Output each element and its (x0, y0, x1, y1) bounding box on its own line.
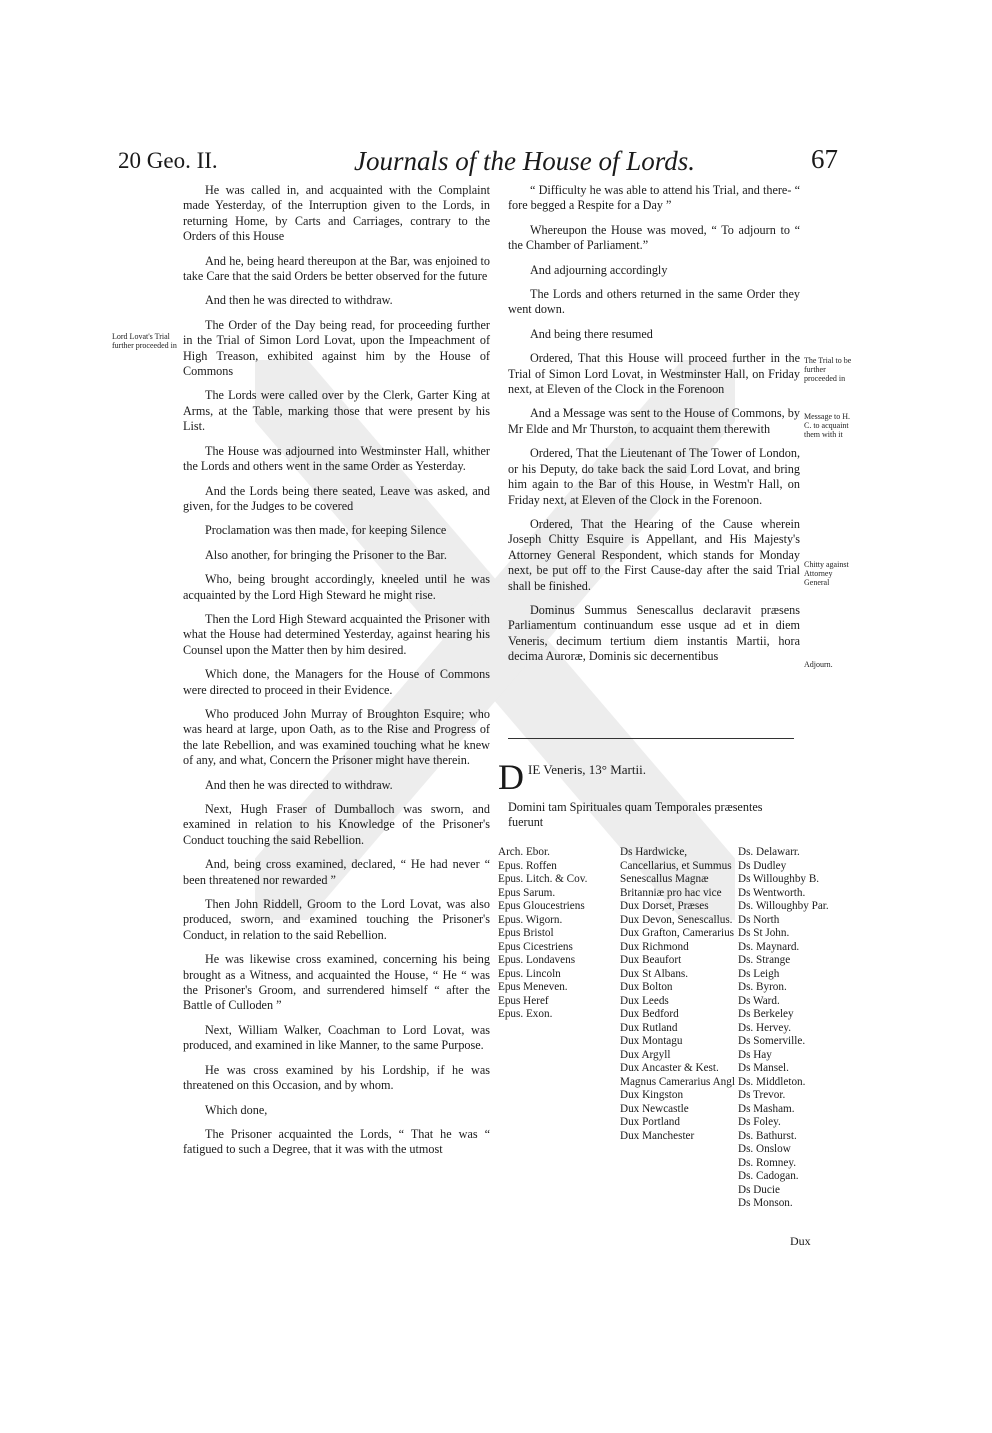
list-item: Dux Newcastle (620, 1102, 689, 1115)
bishops-list (498, 846, 587, 1022)
day-heading-text: IE Veneris, 13° Martii. (528, 762, 646, 777)
list-item: Dux Leeds (620, 994, 669, 1007)
barons-list (738, 846, 829, 1211)
paragraph: Next, William Walker, Coachman to Lord Lovat, was produced, and examined in like Manner, to the same Purpose. (183, 1022, 490, 1053)
regnal-year: 20 Geo. II. (118, 148, 218, 173)
paragraph: And, being cross examined, declared, “ He had never “ been threatened nor rewarded ” (183, 857, 490, 887)
list-item: Ds. Delawarr. (738, 846, 800, 858)
margin-note-trial: The Trial to be further proceeded in (804, 356, 852, 383)
paragraph: Whereupon the House was moved, “ To adjourn to “ the Chamber of Parliament.” (508, 222, 800, 253)
paragraph: Which done, the Managers for the House of Commons were directed to proceed in their Evidence. (183, 667, 490, 697)
paragraph: Dominus Summus Senescallus declaravit præsens Parliamentum continuandum esse usque ad et in diem Veneris, decimum tertium diem instantis Martii, hora decima Auroræ, Dominis sic decernentibus (508, 602, 800, 664)
list-item: Dux Grafton, Camerarius (620, 927, 735, 939)
drop-cap: D (498, 757, 524, 797)
list-item: Dux Bolton (620, 981, 673, 993)
paragraph: “ Difficulty he was able to attend his Trial, and there- “ fore begged a Respite for a Day ” (508, 183, 800, 213)
list-item: Epus Gloucestriens (498, 900, 585, 912)
list-item: Epus Bristol (498, 927, 554, 939)
list-item: Ds. Byron. (738, 981, 787, 993)
list-item: Dux Devon, Senescallus. (620, 913, 733, 926)
paragraph: He was likewise cross examined, concerning his being brought as a Witness, and acquainted the House, “ He “ was the Prisoner's Groom, and surrendered himself “ after the Battle of Culloden ” (183, 952, 490, 1013)
paragraph: Ordered, That the Hearing of the Cause wherein Joseph Chitty Esquire is Appellant, and His Majesty's Attorney General Respondent, which stands for Monday next, be put off to the First Cause-day after the said Trial shall be finished. (508, 516, 800, 593)
list-item: Epus. Litch. & Cov. (498, 873, 588, 885)
list-item: Ds. Maynard. (738, 940, 800, 953)
paragraph: Then the Lord High Steward acquainted the Prisoner with what the House had determined Yesterday, against hearing his Counsel upon the Matter then by him desired. (183, 611, 490, 657)
paragraph: He was called in, and acquainted with the Complaint made Yesterday, of the Interruption given to the Lords, in returning Home, by Carts and Carriages, contrary to the Orders of this House (183, 183, 490, 244)
list-item: Ds St John. (738, 927, 790, 939)
list-item: Epus Cicestriens (498, 940, 573, 953)
paragraph: He was cross examined by his Lordship, if he was threatened on this Occasion, and by whom. (183, 1062, 490, 1093)
paragraph: Next, Hugh Fraser of Dumballoch was sworn, and examined in relation to his Knowledge of the Prisoner's Conduct touching the said Rebellion. (183, 802, 490, 847)
list-item: Dux Portland (620, 1116, 680, 1128)
list-item: Ds. Cadogan. (738, 1170, 799, 1182)
list-item: Ds Wentworth. (738, 886, 806, 899)
list-item: Ds Trevor. (738, 1089, 786, 1101)
paragraph: And being there resumed (530, 326, 653, 341)
margin-note-chitty: Chitty against Attorney General (804, 560, 849, 587)
paragraph: Proclamation was then made, for keeping Silence (205, 523, 447, 538)
list-item: Epus. Wigorn. (498, 913, 563, 926)
margin-note-message: Message to H. C. to acquaint them with it (804, 412, 850, 439)
page-header (118, 142, 838, 182)
paragraph: Then John Riddell, Groom to the Lord Lovat, was also produced, sworn, and examined touching the Prisoner's Conduct, in relation to the said Rebellion. (183, 897, 490, 942)
list-item: Dux Manchester (620, 1129, 695, 1142)
list-item: Dux Kingston (620, 1089, 684, 1101)
list-item: Ds Hardwicke, Cancellarius, et Summus Senescallus Magnæ Britanniæ pro hac vice (620, 846, 732, 899)
margin-note-adjourn: Adjourn. (804, 660, 833, 669)
list-item: Ds. Romney. (738, 1156, 797, 1169)
list-item: Ds. Onslow (738, 1143, 791, 1155)
paragraph: Who, being brought accordingly, kneeled until he was acquainted by the Lord High Steward he might rise. (183, 572, 490, 602)
list-item: Dux St Albans. (620, 967, 689, 980)
paragraph: Which done, (205, 1102, 268, 1117)
present-line: Domini tam Spirituales quam Temporales præsentes fuerunt (508, 800, 763, 829)
dukes-list (620, 846, 740, 1143)
paragraph: Who produced John Murray of Broughton Esquire; who was heard at large, upon Oath, as to the Rise and Progress of the late Rebellion, and was examined touching what he knew of any, and what, Concern the Prisoner might have therein. (183, 706, 490, 768)
list-item: Arch. Ebor. (498, 846, 550, 858)
paragraph: And then he was directed to withdraw. (205, 293, 393, 308)
paragraph: Ordered, That this House will proceed further in the Trial of Simon Lord Lovat, in Westminster Hall, on Friday next, at Eleven of the Clock in the Forenoon (508, 351, 800, 397)
list-item: Ds Leigh (738, 967, 780, 980)
list-item: Epus. Londavens (498, 954, 576, 966)
list-item: Ds Berkeley (738, 1008, 794, 1020)
list-item: Dux Argyll (620, 1048, 671, 1061)
journal-title: Journals of the House of Lords. (354, 146, 696, 176)
right-column (508, 183, 800, 674)
margin-note-lovat: Lord Lovat's Trial further proceeded in (112, 332, 177, 350)
list-item: Ds Somerville. (738, 1035, 806, 1047)
list-item: Dux Beaufort (620, 954, 682, 966)
paragraph: And adjourning accordingly (530, 262, 668, 277)
list-item: Ds Foley. (738, 1116, 781, 1128)
list-item: Epus Meneven. (498, 981, 568, 993)
catchword: Dux (790, 1234, 811, 1248)
list-item: Ds Ward. (738, 994, 780, 1007)
paragraph: The House was adjourned into Westminster Hall, whither the Lords and others went in the same Order as Yesterday. (183, 443, 490, 474)
paragraph: The Prisoner acquainted the Lords, “ That he was “ fatigued to such a Degree, that it was with the utmost (183, 1126, 490, 1157)
list-item: Ds Masham. (738, 1102, 795, 1115)
list-item: Ds Monson. (738, 1197, 793, 1209)
left-column (183, 183, 490, 1167)
list-item: Ds North (738, 913, 780, 926)
list-item: Ds Hay (738, 1048, 772, 1061)
list-item: Epus Heref (498, 994, 549, 1007)
list-item: Ds. Strange (738, 954, 791, 966)
paragraph: Ordered, That the Lieutenant of The Tower of London, or his Deputy, do take back the said Lord Lovat, and bring him again to the Bar of this House, in Westm'r Hall, on Friday next, at Eleven of the Clock in the Forenoon. (508, 446, 800, 507)
list-item: Dux Bedford (620, 1008, 679, 1020)
list-item: Dux Montagu (620, 1035, 683, 1047)
list-item: Epus. Lincoln (498, 967, 561, 980)
paragraph: And the Lords being there seated, Leave was asked, and given, for the Judges to be covered (183, 483, 490, 513)
list-item: Ds Mansel. (738, 1062, 789, 1074)
list-item: Dux Ancaster & Kest. Magnus Camerarius Angl (620, 1062, 735, 1088)
paragraph: And he, being heard thereupon at the Bar, was enjoined to take Care that the said Orders be better observed for the future (183, 253, 490, 284)
page-number: 67 (811, 144, 838, 174)
paragraph: The Order of the Day being read, for proceeding further in the Trial of Simon Lord Lovat, upon the Impeachment of High Treason, exhibited against him by the House of Commons (183, 317, 490, 379)
paragraph: Also another, for bringing the Prisoner to the Bar. (205, 547, 447, 562)
list-item: Ds. Middleton. (738, 1075, 806, 1088)
list-item: Epus. Exon. (498, 1008, 553, 1020)
paragraph: And then he was directed to withdraw. (205, 777, 393, 792)
list-item: Dux Richmond (620, 940, 689, 953)
list-item: Ds. Bathurst. (738, 1129, 797, 1142)
list-item: Epus. Roffen (498, 859, 557, 872)
paragraph: And a Message was sent to the House of Commons, by Mr Elde and Mr Thurston, to acquaint them therewith (508, 406, 800, 436)
list-item: Ds Dudley (738, 859, 787, 872)
list-item: Ds. Hervey. (738, 1021, 792, 1034)
section-divider (508, 738, 794, 739)
paragraph: The Lords and others returned in the same Order they went down. (508, 287, 800, 317)
list-item: Ds Ducie (738, 1183, 780, 1196)
list-item: Ds Willoughby B. (738, 873, 820, 885)
list-item: Ds. Willoughby Par. (738, 900, 829, 912)
list-item: Dux Dorset, Præses (620, 900, 709, 912)
list-item: Dux Rutland (620, 1021, 678, 1034)
day-heading (498, 757, 798, 797)
list-item: Epus Sarum. (498, 886, 556, 899)
paragraph: The Lords were called over by the Clerk, Garter King at Arms, at the Table, marking those that were present by his List. (183, 388, 490, 434)
